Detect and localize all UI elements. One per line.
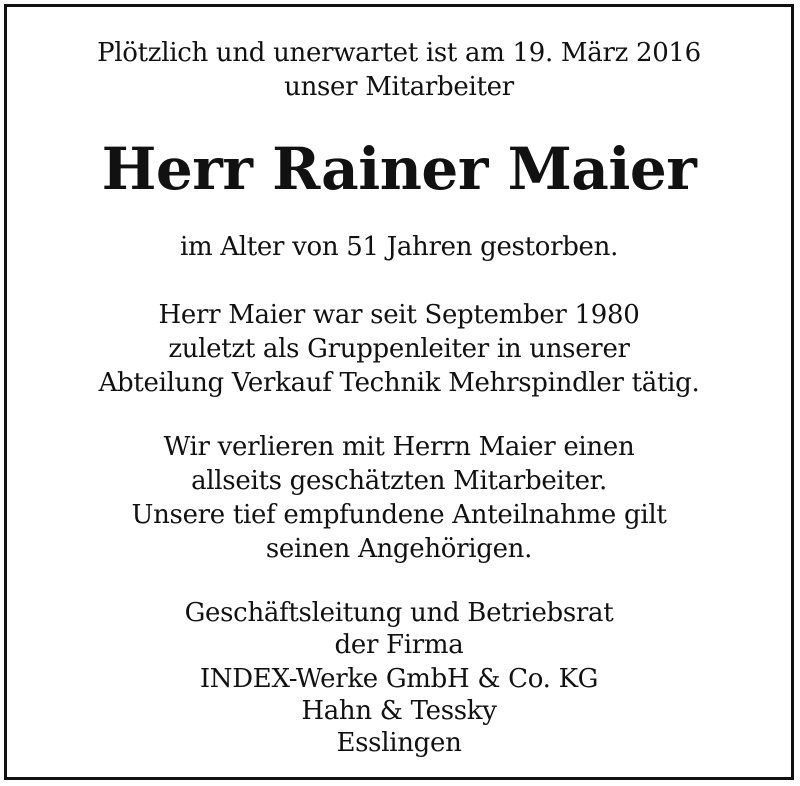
- career-line-1: Herr Maier war seit September 1980: [158, 300, 640, 330]
- signature-line-1: Geschäftsleitung und Betriebsrat: [184, 598, 614, 628]
- career-line-2: zuletzt als Gruppenleiter in unserer: [168, 334, 630, 364]
- intro-line-1: Plötzlich und unerwartet ist am 19. März 2016: [97, 38, 701, 68]
- age-line: im Alter von 51 Jahren gestorben.: [179, 232, 619, 262]
- condolence-line-4: seinen Angehörigen.: [265, 534, 533, 564]
- obituary-notice: [4, 4, 794, 780]
- condolence-line-3: Unsere tief empfundene Anteilnahme gilt: [131, 500, 667, 530]
- deceased-name: Herr Rainer Maier: [101, 135, 697, 203]
- condolence-line-2: allseits geschätzten Mitarbeiter.: [191, 466, 607, 496]
- signature-line-2: der Firma: [334, 630, 464, 660]
- intro-line-2: unser Mitarbeiter: [284, 72, 514, 102]
- signature-line-4: Hahn & Tessky: [301, 696, 497, 726]
- career-line-3: Abteilung Verkauf Technik Mehrspindler tätig.: [98, 368, 700, 398]
- signature-location: Esslingen: [336, 728, 462, 758]
- condolence-line-1: Wir verlieren mit Herrn Maier einen: [163, 432, 635, 462]
- signature-company: INDEX-Werke GmbH & Co. KG: [199, 664, 599, 694]
